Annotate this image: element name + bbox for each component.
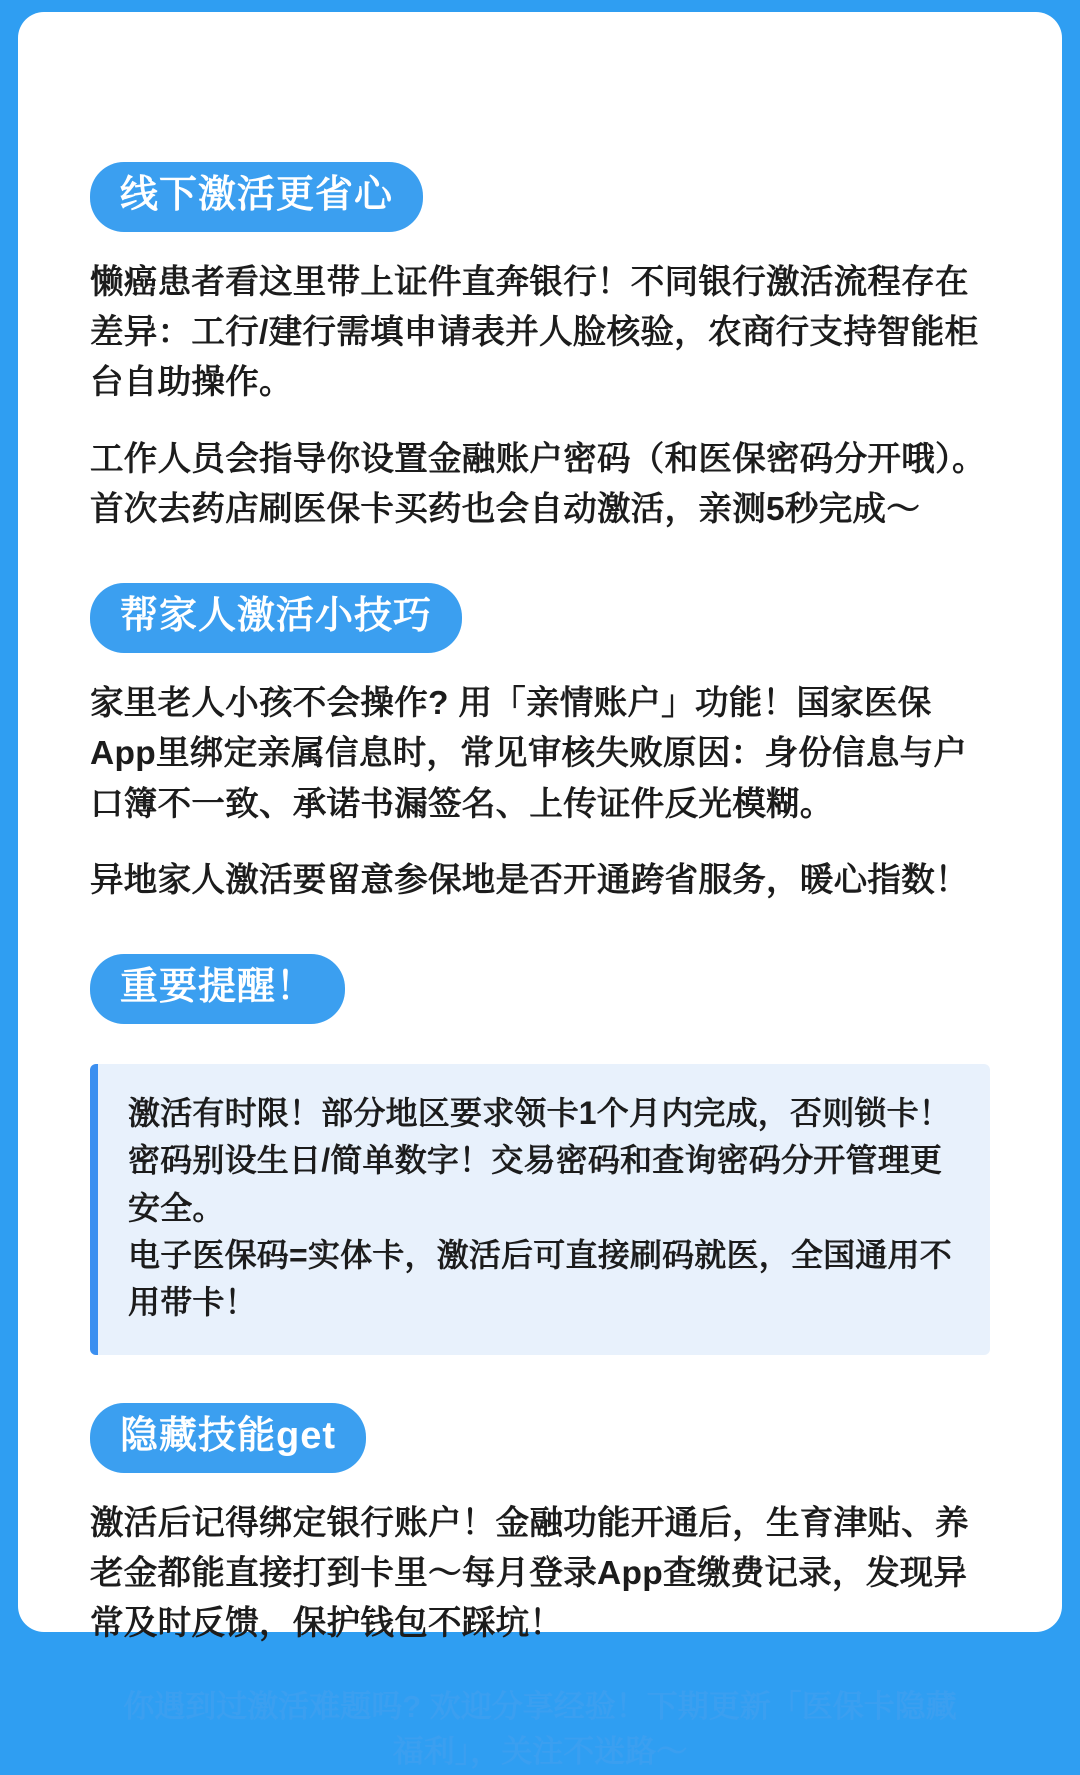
notice-line: 电子医保码=实体卡，激活后可直接刷码就医，全国通用不用带卡！: [128, 1237, 952, 1321]
content-card: [18, 12, 1062, 1770]
section-heading-badge: 隐藏技能get: [90, 1403, 366, 1473]
section-offline-activation: [90, 162, 990, 535]
notice-callout: [90, 1064, 990, 1355]
section-important-notice: [90, 954, 990, 1355]
content-body: [18, 12, 1062, 1775]
section-paragraph: 家里老人小孩不会操作? 用「亲情账户」功能！国家医保App里绑定亲属信息时，常见审核失败原因：身份信息与户口簿不一致、承诺书漏签名、上传证件反光模糊。: [90, 685, 968, 823]
section-paragraph: 懒癌患者看这里带上证件直奔银行！不同银行激活流程存在差异：工行/建行需填申请表并人脸核验，农商行支持智能柜台自助操作。: [90, 263, 979, 402]
notice-line: 激活有时限！部分地区要求领卡1个月内完成，否则锁卡！: [128, 1094, 951, 1131]
section-paragraph: 异地家人激活要留意参保地是否开通跨省服务，暖心指数！: [90, 861, 969, 899]
section-heading-badge: 重要提醒！: [90, 954, 345, 1024]
notice-line: 密码别设生日/简单数字！交易密码和查询密码分开管理更安全。: [128, 1142, 943, 1226]
section-paragraph: 激活后记得绑定银行账户！金融功能开通后，生育津贴、养老金都能直接打到卡里～每月登录App查缴费记录，发现异常及时反馈，保护钱包不踩坑！: [90, 1504, 969, 1643]
section-heading-badge: 线下激活更省心: [90, 162, 423, 232]
section-heading-badge: 帮家人激活小技巧: [90, 583, 462, 653]
section-paragraph: 工作人员会指导你设置金融账户密码（和医保密码分开哦）。首次去药店刷医保卡买药也会自动激活，亲测5秒完成～: [90, 440, 986, 528]
section-family-activation: [90, 583, 990, 906]
footer-call-to-action: 你遇到过激活难题吗? 欢迎分享经验！下期更新「医保卡隐藏福利」，关注不迷路～: [123, 1689, 957, 1770]
section-hidden-skill: [90, 1403, 990, 1650]
